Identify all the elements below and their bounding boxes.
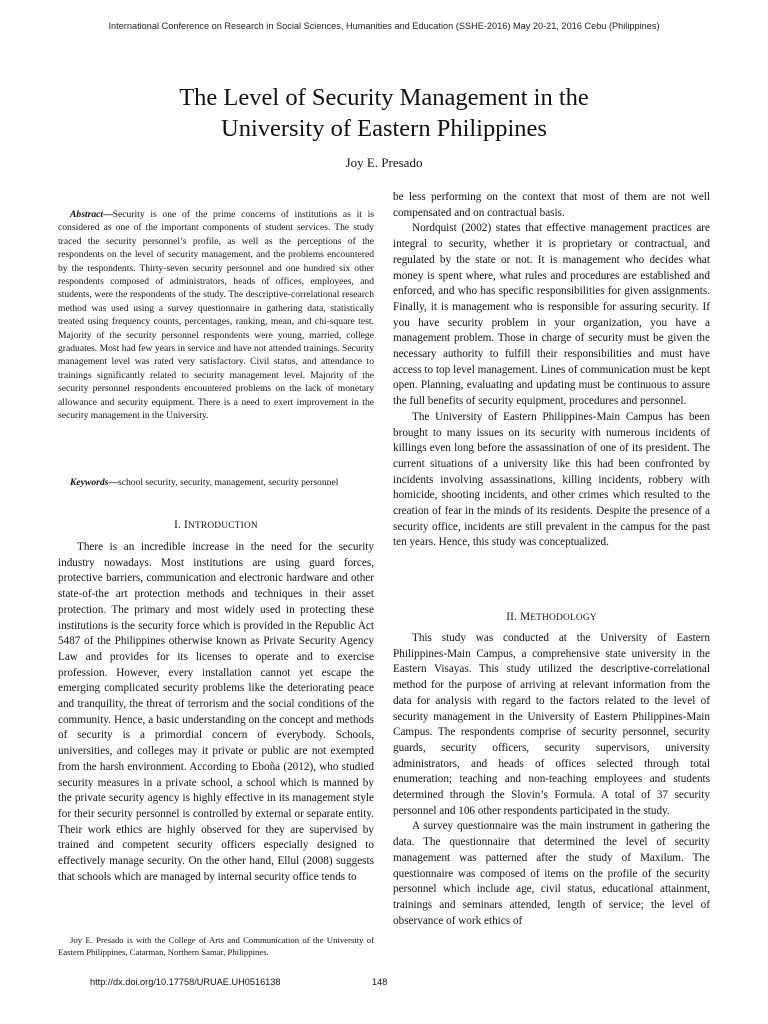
section-heading-introduction bbox=[58, 519, 374, 531]
doi-link[interactable]: http://dx.doi.org/10.17758/URUAE.UH0516138 bbox=[90, 977, 281, 987]
abstract-dash: — bbox=[103, 209, 113, 220]
conference-header: International Conference on Research in Social Sciences, Humanities and Education (SSHE-2016) May 20-21, 2016 Cebu (Philippines) bbox=[108, 21, 660, 31]
keywords-block bbox=[58, 476, 374, 489]
author-footnote bbox=[58, 935, 374, 958]
title-line-2: University of Eastern Philippines bbox=[221, 115, 547, 142]
keywords-dash: — bbox=[108, 477, 118, 488]
methodology-body bbox=[393, 631, 710, 929]
method-first: M bbox=[520, 611, 531, 623]
abstract-block bbox=[58, 208, 374, 423]
abstract-label: Abstract bbox=[70, 209, 104, 220]
keywords-label: Keywords bbox=[70, 477, 109, 488]
intro-first: I bbox=[184, 519, 188, 531]
footnote-text: Joy E. Presado is with the College of Arts and Communication of the University of Eastern Philippines, Catarman, Northern Samar, Philippines. bbox=[58, 935, 374, 957]
introduction-body bbox=[58, 540, 374, 885]
intro-rest: NTRODUCTION bbox=[187, 521, 258, 531]
method-paragraph-1: This study was conducted at the University of Eastern Philippines-Main Campus, a comprehensive state university in the Eastern Visayas. This study utilized the descriptive-correlational method for the purpose of arriving at relevant information from the data for analysis with regard to the factors related to the level of security management in the University of Eastern Philippines-Main Campus. The respondents comprise of security personnel, security guards, security officers, security supervisors, university administrators, and heads of offices selected through total enumeration; teaching and non-teaching employees and students determined through the Slovin’s Formula. A total of 37 security personnel and 106 other respondents participated in the study. bbox=[393, 632, 710, 817]
right-paragraph-2: The University of Eastern Philippines-Main Campus has been brought to many issues on its security with numerous incidents of killings even long before the assassination of one of its president. The current situations of a university like this had been confronted by incidents involving assassinations, killing incidents, robbery with homicide, shooting incidents, and other crimes which resulted to the creation of fear in the minds of its residents. Despite the presence of a security office, incidents are still prevalent in the campus for the past ten years. Hence, this study was conceptualized. bbox=[393, 410, 710, 549]
right-paragraph-0: be less performing on the context that most of them are not well compensated and on contractual basis. bbox=[393, 191, 710, 219]
page-number: 148 bbox=[372, 977, 388, 987]
right-column-body bbox=[393, 190, 710, 551]
method-rest: ETHODOLOGY bbox=[530, 613, 597, 623]
keywords-text: school security, security, management, security personnel bbox=[117, 477, 339, 488]
author-name: Joy E. Presado bbox=[345, 155, 423, 170]
method-paragraph-2: A survey questionnaire was the main instrument in gathering the data. The questionnaire that determined the level of security management was patterned after the study of Maxilum. The questionnaire was composed of items on the profile of the security personnel which include age, civil status, educational attainment, trainings and seminars attended, length of service; the level of observance of work ethics of bbox=[393, 820, 710, 927]
right-paragraph-1: Nordquist (2002) states that effective management practices are integral to security, whether it is proprietary or contractual, and regulated by the state or not. It is management who decides what money is spent where, what rules and procedures are established and enforced, and who has specific responsibilities for given assignments. Finally, it is management who is responsible for assuring security. If you have security problem in your organization, you have a management problem. Those in charge of security must be given the necessary authority to fulfill their responsibilities and must have access to top level management. Lines of communication must be kept open. Planning, evaluating and updating must be continuous to assure the full benefits of security equipment, procedures and personnel. bbox=[393, 222, 710, 408]
title-line-1: The Level of Security Management in the bbox=[179, 84, 589, 111]
paper-title bbox=[80, 82, 688, 144]
abstract-text: Security is one of the prime concerns of institutions as it is considered as one of the important components of student services. The study traced the security personnel’s profile, as well as the perceptions of the respondents on the level of security management, and the problems encountered by the respondents. Thirty-seven security personnel and one hundred six other respondents composed of administrators, heads of offices, employees, and students, were the respondents of the study. The descriptive-correlational research method was used using a survey questionnaire in gathering data, statistically treated using frequency counts, percentages, ranking, mean, and chi-square test. Majority of the security personnel respondents were young, married, college graduates. Most had few years in service and have not attended trainings. Security management level was rated very satisfactory. Civil status, and attendance to trainings significantly related to security management level. Majority of the security personnel respondents encountered problems on the lack of monetary allowance and security equipment. There is a need to exert improvement in the security management in the University. bbox=[58, 209, 374, 422]
intro-num: I. bbox=[174, 519, 182, 531]
section-heading-methodology bbox=[393, 611, 710, 623]
method-num: II. bbox=[506, 611, 518, 623]
intro-paragraph-1: There is an incredible increase in the need for the security industry nowadays. Most institutions are using guard forces, protective barriers, communication and electronic hardware and other state-of-the art protection methods and techniques in their asset protection. The primary and most widely used in protecting these institutions is the security force which is provided in the Republic Act 5487 of the Philippines otherwise known as Private Security Agency Law and provides for its licenses to operate and to exercise profession. However, every installation cannot yet escape the emerging complicated security problems like the deteriorating peace and tranquility, the threat of terrorism and the social conditions of the community. Hence, a basic understanding on the concept and methods of security is a primordial concern of everybody. Schools, universities, and colleges may it private or public are not exempted from the harsh environment. According to Eboña (2012), who studied security measures in a private school, a school which is manned by the private security agency is highly effective in its management style for their security personnel is controlled by external or separate entity. Their work ethics are highly observed for they are supervised by trained and competent security officers especially designed to effectively manage security. On the other hand, Ellul (2008) suggests that schools which are managed by internal security office tends to bbox=[58, 541, 374, 883]
